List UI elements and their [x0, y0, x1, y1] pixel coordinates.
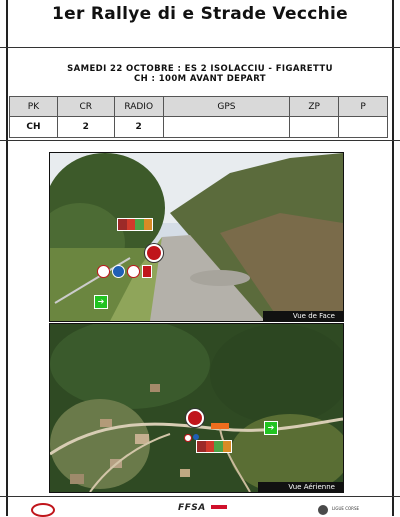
road-signs-icon [184, 434, 199, 442]
col-zp: ZP [290, 97, 339, 117]
left-logo [31, 503, 55, 517]
cell-p [339, 117, 388, 138]
right-logo-icon [318, 505, 328, 515]
title-divider [0, 47, 400, 48]
col-p: P [339, 97, 388, 117]
car-marker-icon: ➔ [94, 295, 108, 309]
col-radio: RADIO [114, 97, 163, 117]
page-title: 1er Rallye di e Strade Vecchie [52, 4, 348, 24]
time-control-panel [196, 440, 232, 453]
col-gps: GPS [163, 97, 290, 117]
road-signs-icon [97, 265, 152, 278]
right-logo-label: LIGUE CORSE [332, 506, 360, 511]
stop-sign-icon [145, 244, 163, 262]
footer-divider [0, 496, 400, 497]
front-view-caption: Vue de Face [263, 311, 343, 321]
cell-zp [290, 117, 339, 138]
cell-radio: 2 [114, 117, 163, 138]
stage-subtitle: SAMEDI 22 OCTOBRE : ES 2 ISOLACCIU - FIGARETTU [67, 64, 333, 74]
section-divider [0, 140, 400, 141]
cell-gps [163, 117, 290, 138]
time-control-panel [117, 218, 153, 231]
position-subtitle: CH : 100M AVANT DEPART [134, 74, 266, 84]
direction-arrow-icon [211, 423, 229, 429]
col-pk: PK [10, 97, 58, 117]
info-table [9, 96, 388, 138]
cell-pk: CH [10, 117, 58, 138]
col-cr: CR [57, 97, 114, 117]
table-header-row [10, 97, 388, 117]
front-view-photo [49, 152, 344, 322]
ffsa-logo: FFSA [178, 503, 206, 513]
table-row [10, 117, 388, 138]
stop-sign-icon [186, 409, 204, 427]
aerial-view-scene [50, 324, 343, 492]
aerial-view-photo [49, 323, 344, 493]
aerial-view-caption: Vue Aérienne [258, 482, 343, 492]
car-marker-icon: ➔ [264, 421, 278, 435]
ffsa-flag-icon [211, 505, 227, 509]
cell-cr: 2 [57, 117, 114, 138]
